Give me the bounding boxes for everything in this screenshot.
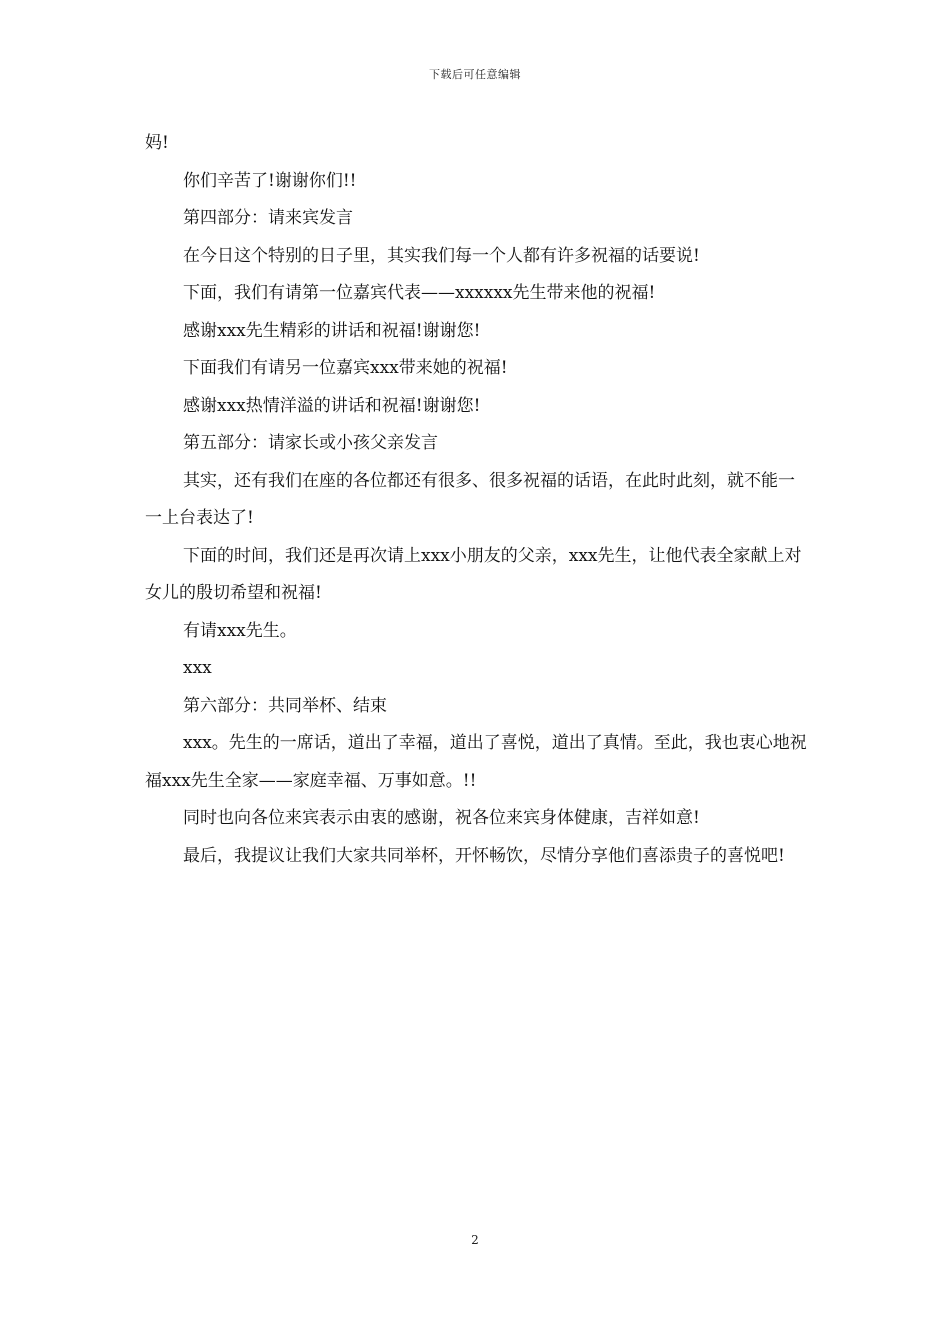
section-heading: 第五部分：请家长或小孩父亲发言 (183, 433, 438, 453)
section-heading: 第六部分：共同举杯、结束 (183, 695, 387, 716)
section-heading: 第四部分：请来宾发言 (183, 208, 353, 228)
page-number: 2 (471, 1233, 479, 1247)
paragraph: 你们辛苦了!谢谢你们!! (183, 170, 357, 191)
paragraph: xxx (183, 658, 212, 678)
paragraph: 最后，我提议让我们大家共同举杯，开怀畅饮，尽情分享他们喜添贵子的喜悦吧! (183, 845, 785, 866)
paragraph: 下面我们有请另一位嘉宾xxx带来她的祝福! (183, 358, 508, 378)
page-header: 下载后可任意编辑 (429, 68, 521, 81)
paragraph: 下面的时间，我们还是再次请上xxx小朋友的父亲，xxx先生，让他代表全家献上对女儿的殷切希望和祝福! (145, 545, 802, 603)
paragraph: 在今日这个特别的日子里，其实我们每一个人都有许多祝福的话要说! (183, 245, 700, 266)
paragraph: 感谢xxx先生精彩的讲话和祝福!谢谢您! (183, 320, 481, 341)
paragraph: 有请xxx先生。 (183, 620, 297, 641)
document-body (145, 125, 809, 875)
paragraph: xxx。先生的一席话，道出了幸福，道出了喜悦，道出了真情。至此，我也衷心地祝福xxx先生全家——家庭幸福、万事如意。!! (145, 733, 807, 791)
paragraph: 下面，我们有请第一位嘉宾代表——xxxxxx先生带来他的祝福! (183, 283, 656, 303)
paragraph: 感谢xxx热情洋溢的讲话和祝福!谢谢您! (183, 395, 481, 416)
paragraph: 其实，还有我们在座的各位都还有很多、很多祝福的话语，在此时此刻，就不能一一上台表达了! (145, 470, 795, 528)
paragraph: 妈! (145, 133, 169, 153)
paragraph: 同时也向各位来宾表示由衷的感谢，祝各位来宾身体健康，吉祥如意! (183, 808, 700, 828)
